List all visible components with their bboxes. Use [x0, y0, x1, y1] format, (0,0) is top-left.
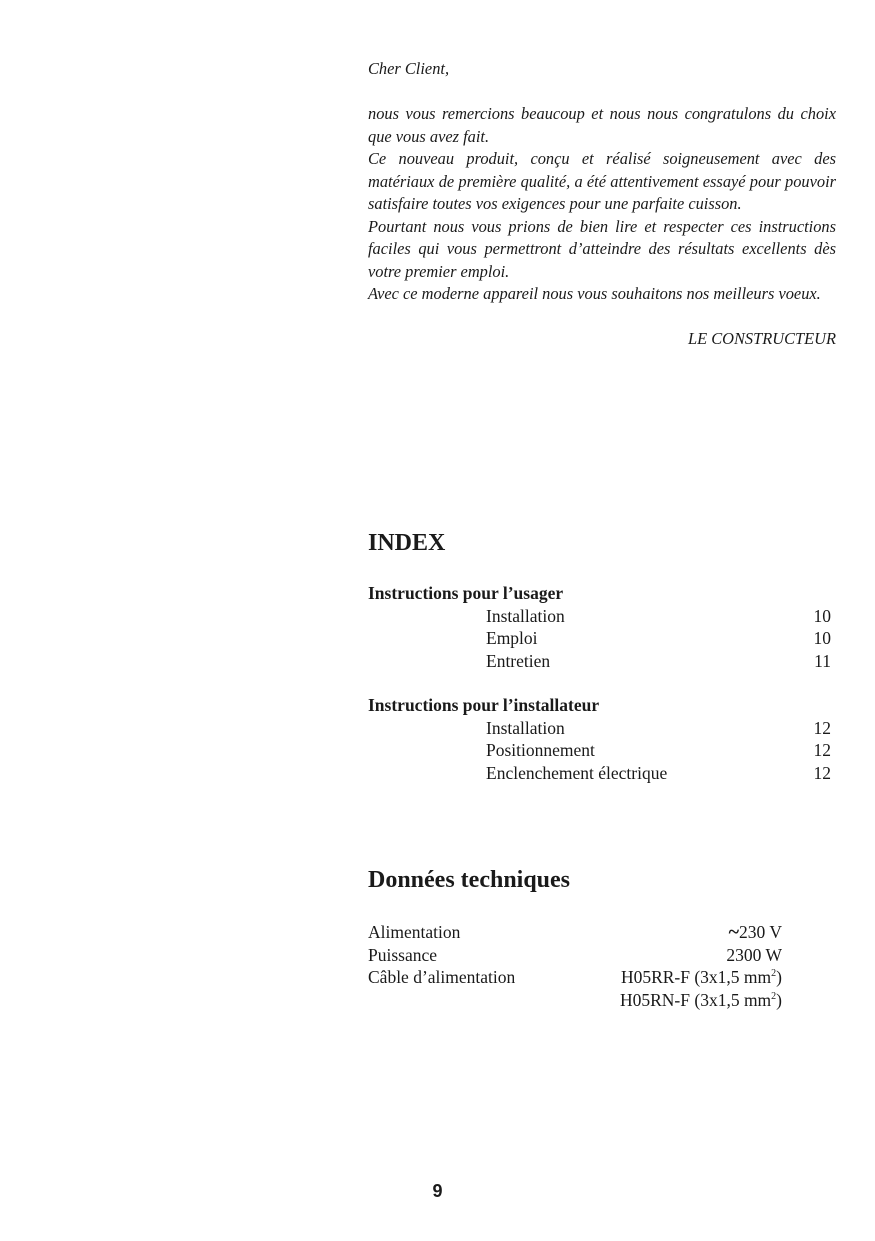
- letter-paragraph: Avec ce moderne appareil nous vous souhaitons nos meilleurs voeux.: [368, 284, 821, 303]
- index-entry-page: 12: [813, 762, 831, 783]
- index-entry: [368, 650, 831, 673]
- page-number: 9: [432, 1181, 443, 1201]
- index-section-heading: Instructions pour l’usager: [368, 583, 564, 603]
- letter-paragraph: Ce nouveau produit, conçu et réalisé soigneusement avec des matériaux de première qualité, a été attentivement essayé pour pouvoir satisfaire toutes vos exigences pour une parfaite cuisson.: [368, 149, 836, 213]
- index-section-user: [368, 582, 831, 672]
- tech-value: H05RN-F (3x1,5 $mm^2$): [619, 989, 782, 1010]
- index-entry-label: Installation: [486, 605, 565, 626]
- index-entry-label: Installation: [486, 717, 565, 738]
- tech-value: H05RR-F (3x1,5 $mm^2$): [620, 967, 782, 987]
- index-entry-label: Emploi: [486, 628, 538, 648]
- index-entry-page: 10: [813, 605, 831, 626]
- letter-paragraph: nous vous remercions beaucoup et nous nous congratulons du choix que vous avez fait.: [368, 104, 836, 146]
- tech-data-table: [368, 921, 782, 1011]
- index-entry-page: 11: [814, 650, 831, 671]
- tech-row-power: [368, 944, 782, 967]
- index-entry: [368, 762, 831, 785]
- tech-label: Puissance: [368, 944, 438, 965]
- index-entry-page: 12: [813, 740, 831, 760]
- letter-signature: LE CONSTRUCTEUR: [688, 329, 836, 348]
- tech-value: 2300 W: [726, 944, 782, 965]
- index-section-heading: Instructions pour l’installateur: [368, 695, 600, 715]
- index-entry: [368, 739, 831, 762]
- index-section-installer: [368, 694, 831, 784]
- tech-value: ~230 V: [728, 921, 782, 943]
- index-entry-page: 10: [813, 628, 831, 648]
- index-entry-label: Entretien: [486, 650, 551, 671]
- index-entry-label: Enclenchement électrique: [486, 762, 668, 783]
- index-entry: [368, 605, 831, 628]
- welcome-letter: [368, 58, 836, 351]
- tech-label: Câble d’alimentation: [368, 967, 516, 987]
- index-entry-page: 12: [813, 717, 831, 738]
- tech-row-cable: [368, 966, 782, 989]
- index-title: INDEX: [368, 530, 446, 556]
- index-entry: [368, 627, 831, 650]
- index-entry: [368, 717, 831, 740]
- tech-row-supply: [368, 921, 782, 944]
- tech-data-title: Données techniques: [368, 867, 571, 893]
- alternating-current-icon: ~: [728, 921, 740, 943]
- tech-row-cable-alt: [368, 989, 782, 1012]
- letter-greeting: Cher Client,: [368, 59, 450, 78]
- index-entry-label: Positionnement: [486, 740, 595, 760]
- letter-paragraph: Pourtant nous vous prions de bien lire et respecter ces instructions faciles qui vous permettront d’atteindre des résultats excellents dès votre premier emploi.: [368, 216, 836, 281]
- tech-label: Alimentation: [368, 922, 461, 942]
